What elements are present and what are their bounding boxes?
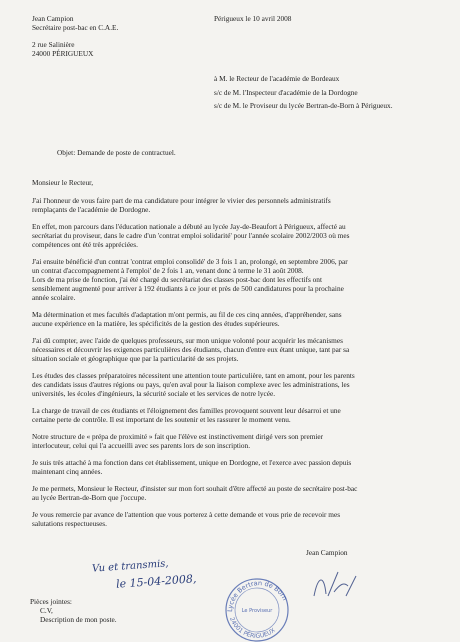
paragraph-line: salutations respectueuses. — [32, 519, 107, 528]
paragraph-line: J'ai dû compter, avec l'aide de quelques professeurs, sur mon unique volonté pour acquérir les mécanismes — [32, 336, 343, 345]
paragraph-line: aucune expérience en la matière, les spécificités de la gestion des études supérieures. — [32, 319, 280, 328]
paragraph-line: année scolaire. — [32, 293, 76, 302]
attachment-item: Description de mon poste. — [40, 615, 117, 624]
body-paragraph — [32, 257, 446, 302]
paragraph-line: certaine perte de contrôle. Il est important de les soutenir et les rassurer le moment venu. — [32, 415, 291, 424]
recipient-block — [214, 74, 393, 115]
attachment-item: C.V, — [40, 606, 53, 615]
body-paragraph — [32, 222, 446, 249]
body-paragraph — [32, 196, 446, 214]
letter-body — [32, 178, 446, 536]
paragraph-line: Je suis très attaché à ma fonction dans cet établissement, unique en Dordogne, et l'exerce avec passion depuis — [32, 458, 352, 467]
paragraph-line: La charge de travail de ces étudiants et l'éloignement des familles provoquent souvent leur désarroi et une — [32, 406, 341, 415]
paragraph-line: J'ai ensuite bénéficié d'un contrat 'contrat emploi consolidé' de 3 fois 1 an, prolongé, en septembre 2006, par — [32, 257, 348, 266]
paragraph-line: J'ai l'honneur de vous faire part de ma candidature pour intégrer le vivier des personnels administratifs — [32, 196, 331, 205]
paragraph-line: un contrat d'accompagnement à l'emploi' de 2 fois 1 an, venant donc à terme le 31 août 2008. — [32, 266, 304, 275]
salutation: Monsieur le Recteur, — [32, 178, 94, 187]
subject-line: Objet: Demande de poste de contractuel. — [57, 148, 176, 157]
paragraph-line: nécessaires et découvrir les exigences particulières des étudiants, chacun d'entre eux étant unique, tant par sa — [32, 345, 350, 354]
body-paragraph — [32, 336, 446, 363]
letter-date: Périgueux le 10 avril 2008 — [214, 14, 292, 23]
stamp-top-text: Lycée Bertran de Born — [225, 579, 289, 613]
body-paragraph — [32, 484, 446, 502]
paragraph-line: interlocuteur, celui qui l'a accueilli avec ses parents lors de son inscription. — [32, 441, 251, 450]
handwritten-date: le 15-04-2008, — [115, 572, 197, 591]
sender-block — [32, 14, 118, 58]
paragraph-line: au lycée Bertran-de-Born que j'occupe. — [32, 493, 147, 502]
body-paragraph — [32, 458, 446, 476]
stamp-center-text: Le Proviseur — [241, 608, 273, 614]
body-paragraph — [32, 406, 446, 424]
sender-name: Jean Campion — [32, 14, 74, 23]
body-paragraph — [32, 371, 446, 398]
paragraph-line: universités, les écoles d'ingénieurs, la sécurité sociale et les services de notre lycée. — [32, 389, 276, 398]
official-stamp — [222, 572, 292, 642]
paragraph-line: Notre structure de « prépa de proximité » fait que l'élève est instinctivement dirigé vers son premier — [32, 432, 324, 441]
recipient-line: s/c de M. le Proviseur du lycée Bertran-de-Born à Périgueux. — [214, 101, 393, 110]
paragraph-line: compétences ont été très appréciées. — [32, 240, 138, 249]
paragraph-line: Je me permets, Monsieur le Recteur, d'insister sur mon fort souhait d'être affecté au poste de secrétaire post-bac — [32, 484, 358, 493]
paragraph-line: En effet, mon parcours dans l'éducation nationale a débuté au lycée Jay-de-Beaufort à Périgueux, affecté au — [32, 222, 346, 231]
attachments-label: Pièces jointes: — [30, 597, 72, 606]
paragraph-line: situation sociale et géographique que par la particularité de ses projets. — [32, 354, 239, 363]
paragraph-line: Ma détermination et mes facultés d'adaptation m'ont permis, au fil de ces cinq années, d'appréhender, sans — [32, 310, 342, 319]
attachments-block — [30, 597, 117, 624]
body-paragraph — [32, 432, 446, 450]
paragraph-line: Les études des classes préparatoires nécessitent une attention toute particulière, tant en amont, pour les parents — [32, 371, 355, 380]
sender-street: 2 rue Salinière — [32, 40, 75, 49]
handwritten-note: Vu et transmis, — [91, 558, 169, 575]
paragraph-line: secrétariat du proviseur, dans le cadre d'un 'contrat emploi solidarité' pour l'année scolaire 2002/2003 où mes — [32, 231, 350, 240]
body-paragraph — [32, 310, 446, 328]
paragraph-line: des candidats issus d'autres régions ou pays, qu'en aval pour la liaison complexe avec les administrations, les — [32, 380, 350, 389]
paragraph-list — [32, 196, 446, 528]
recipient-line: s/c de M. l'Inspecteur d'académie de la Dordogne — [214, 87, 358, 97]
recipient-line: à M. le Recteur de l'académie de Bordeaux — [214, 74, 340, 83]
paragraph-line: remplaçants de l'académie de Dordogne. — [32, 205, 151, 214]
sender-city: 24000 PÉRIGUEUX — [32, 49, 94, 58]
body-paragraph — [32, 510, 446, 528]
paragraph-line: maintenant cinq années. — [32, 467, 103, 476]
signature-name: Jean Campion — [306, 548, 348, 557]
sender-title: Secrétaire post-bac en C.A.E. — [32, 23, 119, 32]
stamp-bottom-text: 24001 PÉRIGUEUX — [228, 616, 277, 640]
paragraph-line: Je vous remercie par avance de l'attention que vous porterez à cette demande et vous prie de recevoir mes — [32, 510, 341, 519]
paragraph-line: Lors de ma prise de fonction, j'ai été chargé du secrétariat des classes post-bac dont les effectifs ont — [32, 275, 322, 284]
paragraph-line: sensiblement augmenté pour arriver à 192 étudiants à ce jour et près de 500 candidatures pour la prochaine — [32, 284, 344, 293]
signature-scribble — [304, 566, 374, 606]
